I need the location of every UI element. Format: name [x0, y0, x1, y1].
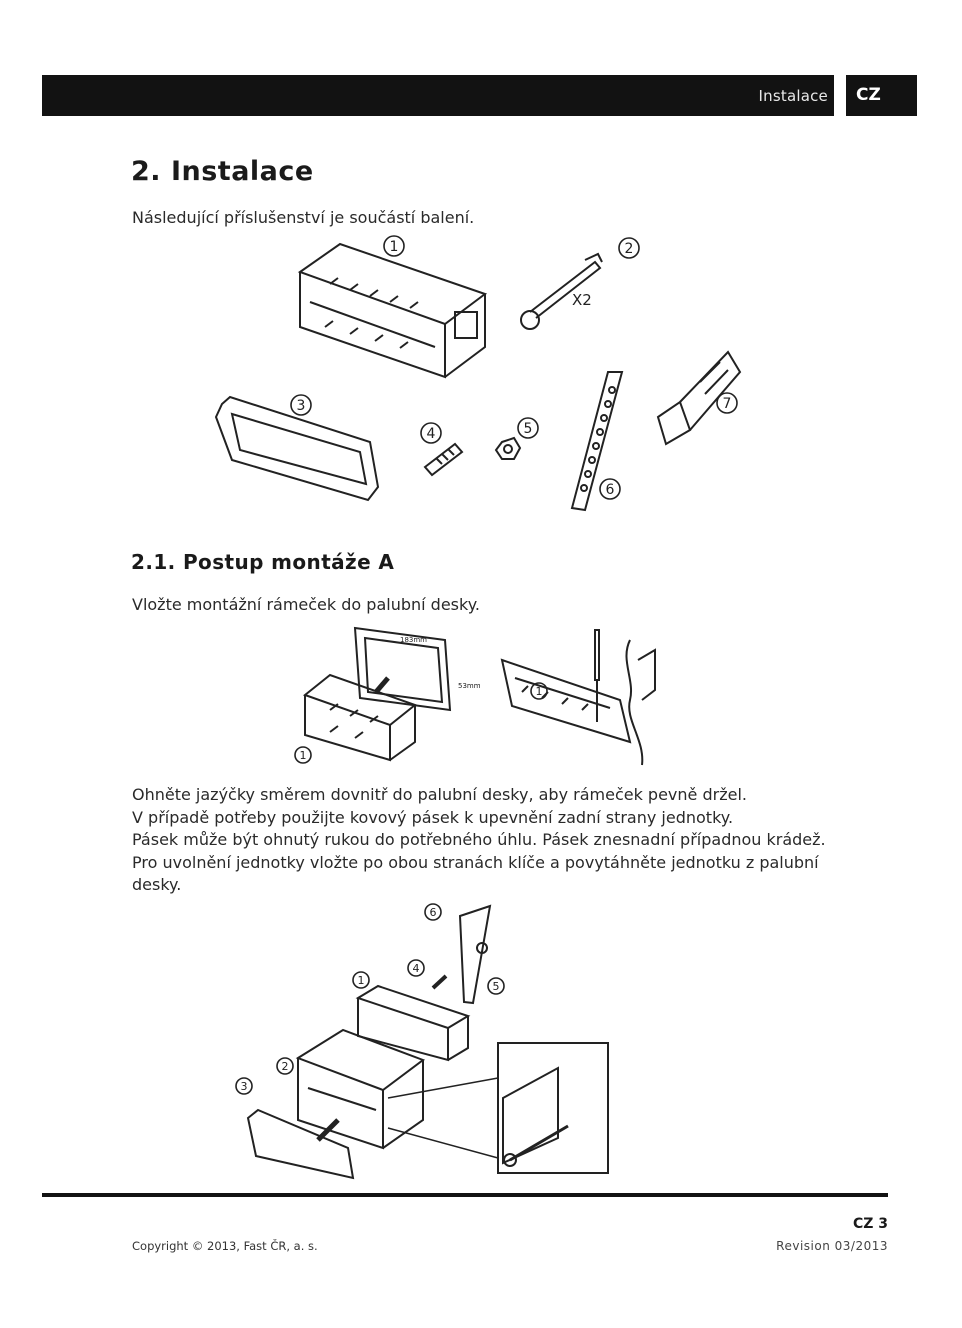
package-contents-figure [200, 232, 760, 522]
label-2: 2 [624, 241, 634, 257]
nut-illustration [496, 438, 520, 459]
label-3: 3 [240, 1080, 248, 1093]
instruction-line: Pro uvolnění jednotky vložte po obou stranách klíče a povytáhněte jednotku z palubní [132, 852, 819, 872]
header-section-title: Instalace [758, 87, 828, 105]
label-1: 1 [389, 239, 399, 255]
bolt-illustration [425, 444, 462, 475]
page-number: CZ 3 [852, 1216, 888, 1232]
instruction-line: Ohněte jazýčky směrem dovnitř do palubní desky, aby rámeček pevně držel. [132, 785, 747, 804]
label-6: 6 [605, 482, 615, 498]
page-title: 2. Instalace [131, 156, 314, 187]
insert-arrow [376, 678, 388, 692]
header-bar [42, 75, 834, 116]
label-4: 4 [426, 426, 436, 442]
label-6: 6 [429, 906, 437, 919]
label-1: 1 [357, 974, 365, 987]
copyright-text: Copyright © 2013, Fast ČR, a. s. [132, 1239, 318, 1253]
instruction-line: desky. [132, 875, 182, 894]
dimension-width: 183mm [400, 636, 427, 644]
revision-text: Revision 03/2013 [776, 1239, 888, 1253]
label-5: 5 [523, 421, 533, 437]
installed-sleeve-illustration [502, 630, 655, 765]
label-3: 3 [296, 398, 306, 414]
key-quantity: X2 [572, 291, 592, 309]
label-1: 1 [535, 685, 543, 698]
mounting-sleeve-illustration [300, 244, 485, 377]
frame-insert-figure [290, 620, 670, 770]
label-4: 4 [412, 962, 420, 975]
label-7: 7 [722, 396, 732, 412]
footer-rule [42, 1193, 888, 1197]
detail-inset-illustration [498, 1043, 608, 1173]
bolt-illustration [433, 976, 446, 988]
section-subtitle: 2.1. Postup montáže A [131, 550, 395, 574]
sleeve-illustration [358, 986, 468, 1060]
strap-illustration [460, 906, 490, 1003]
label-5: 5 [492, 980, 500, 993]
assembly-exploded-figure [228, 898, 618, 1188]
intro-text: Následující příslušenství je součástí balení. [132, 208, 475, 227]
instruction-line: V případě potřeby použijte kovový pásek k upevnění zadní strany jednotky. [132, 807, 734, 827]
instructions-paragraph [132, 784, 842, 897]
instruction-line: Pásek může být ohnutý rukou do potřebného úhlu. Pásek znesnadní případnou krádež. [132, 830, 826, 849]
metal-strap-illustration [572, 372, 622, 510]
dimension-height: 53mm [458, 682, 481, 690]
label-2: 2 [281, 1060, 289, 1073]
insert-arrow [318, 1120, 338, 1140]
step1-text: Vložte montážní rámeček do palubní desky. [132, 595, 480, 614]
label-1: 1 [299, 749, 307, 762]
header-language-badge: CZ [846, 75, 917, 116]
